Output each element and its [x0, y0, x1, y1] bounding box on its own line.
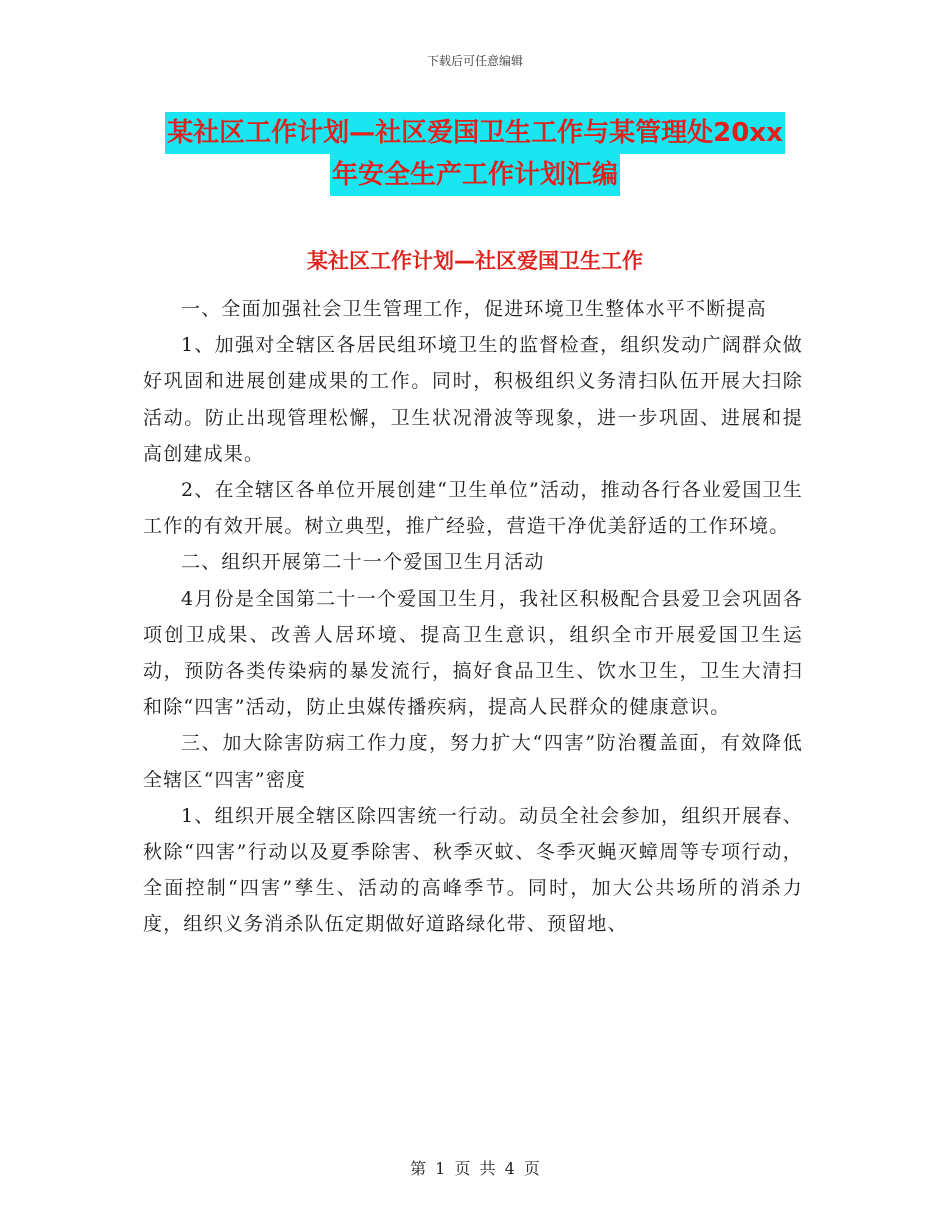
paragraph-heading-2: 二、组织开展第二十一个爱国卫生月活动	[181, 551, 545, 574]
document-body	[143, 291, 803, 943]
document-title-line-1: 某社区工作计划—社区爱国卫生工作与某管理处20xx	[165, 112, 785, 154]
page-header-note: 下载后可任意编辑	[426, 54, 523, 68]
paragraph-heading-1: 一、全面加强社会卫生管理工作，促进环境卫生整体水平不断提高	[181, 298, 767, 320]
paragraph: 1、加强对全辖区各居民组环境卫生的监督检查，组织发动广阔群众做好巩固和进展创建成果的工作。同时，积极组织义务清扫队伍开展大扫除活动。防止出现管理松懈，卫生状况滑波等现象，进一步巩固、进展和提高创建成果。	[143, 334, 803, 465]
paragraph: 1、组织开展全辖区除四害统一行动。动员全社会参加，组织开展春、秋除“四害”行动以及夏季除害、秋季灭蚊、冬季灭蝇灭蟑周等专项行动，全面控制“四害”孳生、活动的高峰季节。同时，加大公共场所的消杀力度，组织义务消杀队伍定期做好道路绿化带、预留地、	[143, 804, 803, 936]
document-title	[0, 112, 950, 196]
document-title-line-2: 年安全生产工作计划汇编	[330, 154, 620, 196]
page-number-footer: 第 1 页 共 4 页	[410, 1159, 540, 1178]
section-title: 某社区工作计划—社区爱国卫生工作	[307, 249, 643, 273]
paragraph: 2、在全辖区各单位开展创建“卫生单位”活动，推动各行各业爱国卫生工作的有效开展。树立典型，推广经验，营造干净优美舒适的工作环境。	[143, 479, 803, 538]
paragraph-heading-3: 三、加大除害防病工作力度，努力扩大“四害”防治覆盖面，有效降低全辖区“四害”密度	[143, 732, 803, 791]
paragraph: 4月份是全国第二十一个爱国卫生月，我社区积极配合县爱卫会巩固各项创卫成果、改善人居环境、提高卫生意识，组织全市开展爱国卫生运动，预防各类传染病的暴发流行，搞好食品卫生、饮水卫生，卫生大清扫和除“四害”活动，防止虫媒传播疾病，提高人民群众的健康意识。	[143, 587, 803, 719]
